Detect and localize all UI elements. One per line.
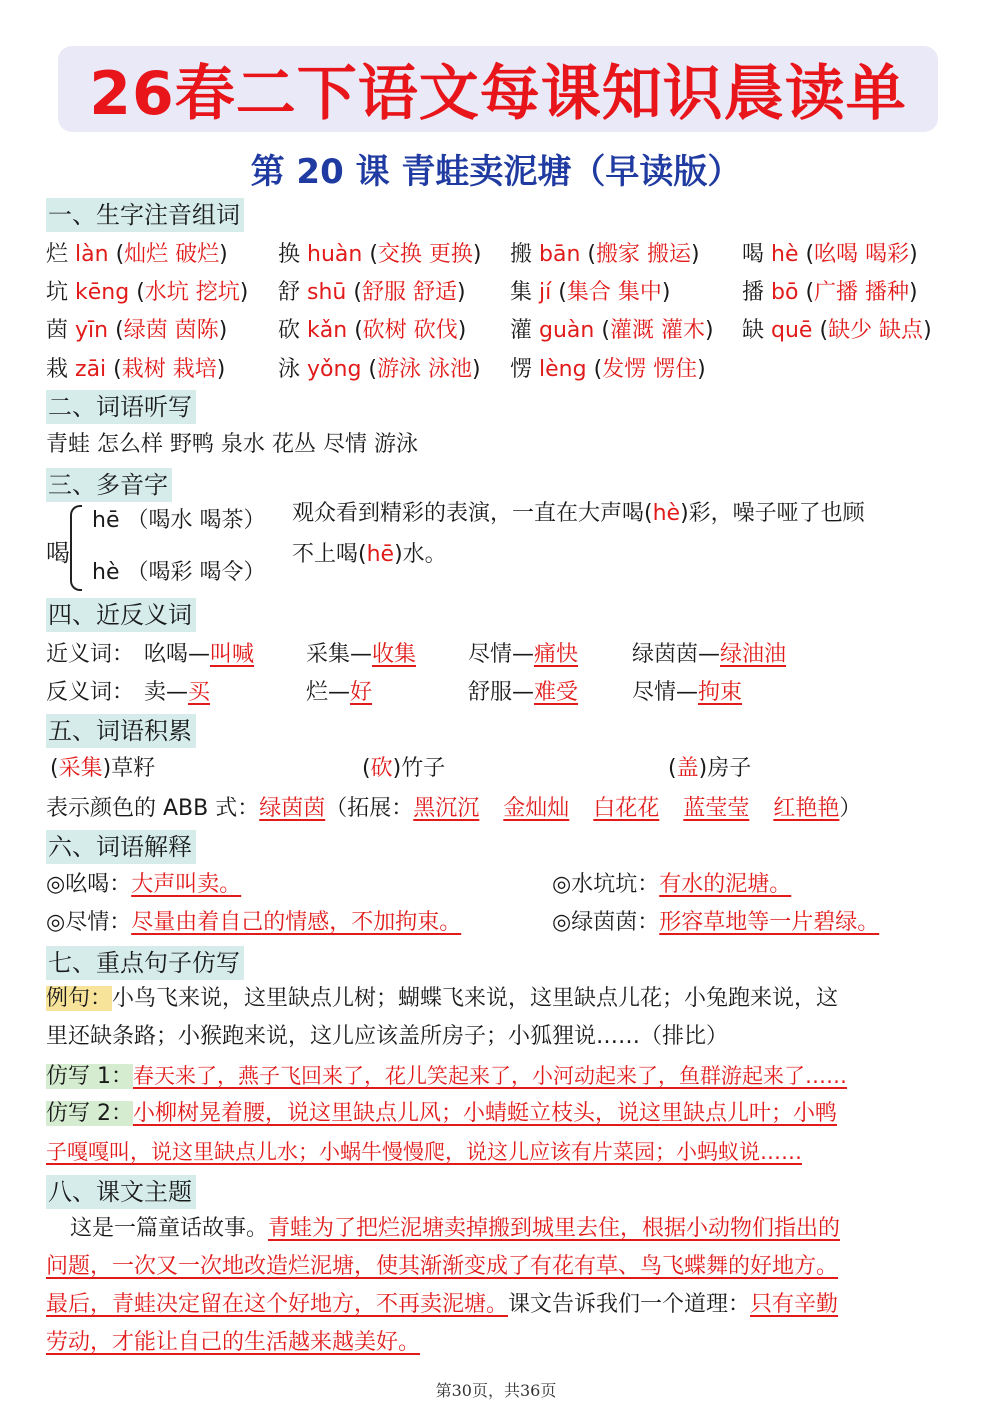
imitation-2-line-2	[46, 1137, 802, 1168]
character: 泳	[278, 357, 301, 382]
answer: 砍	[370, 756, 393, 781]
pinyin: bō	[771, 280, 799, 305]
definition-item	[552, 870, 791, 900]
pinyin: guàn	[539, 318, 595, 343]
theme-line-3	[46, 1290, 838, 1320]
character-entry	[278, 240, 482, 270]
answer: 采集	[58, 756, 103, 781]
answer: 痛快	[534, 642, 579, 667]
imitation-2-tag: 仿写 2：	[46, 1101, 133, 1126]
words: （喝彩 喝令）	[126, 560, 266, 585]
section-8-header: 八、课文主题	[46, 1175, 196, 1209]
pinyin: yǒng	[307, 357, 362, 382]
antonym-pair	[632, 678, 742, 708]
text: 子嘎嘎叫，说这里缺点儿水；小蜗牛慢慢爬，说这儿应该有片菜园；小蚂蚁说……	[46, 1140, 802, 1164]
text: 课文告诉我们一个道理：	[508, 1292, 751, 1317]
text: )彩，噪子哑了也顾	[680, 501, 865, 526]
polyphone-reading-2	[92, 558, 265, 588]
synonym-pair	[632, 640, 786, 670]
close-paren: ）	[839, 796, 862, 821]
answer: 叫喊	[210, 642, 255, 667]
text: )水。	[394, 542, 447, 567]
word-group: 水坑 挖坑	[144, 280, 240, 305]
imitation-2-line-1	[46, 1099, 837, 1129]
character: 播	[742, 280, 765, 305]
word-group: 砍树 砍伐	[362, 318, 458, 343]
word-group-wrap: (灿烂 破烂)	[115, 242, 228, 267]
word-group: 吆喝 喝彩	[814, 242, 910, 267]
theme-line-2	[46, 1252, 838, 1282]
word-group-wrap: (游泳 泳池)	[368, 357, 481, 382]
word: 绿茵茵—	[632, 642, 721, 667]
dictation-words: 青蛙 怎么样 野鸭 泉水 花丛 尽情 游泳	[46, 432, 418, 457]
antonym-pair	[144, 678, 210, 708]
character-entry	[510, 278, 670, 308]
word-group-wrap: (栽树 栽培)	[113, 357, 226, 382]
term: ◎绿茵茵：	[552, 910, 660, 935]
definition: 形容草地等一片碧绿。	[659, 910, 880, 935]
character-entry	[46, 355, 225, 385]
synonym-pair	[306, 640, 416, 670]
pinyin: lèng	[539, 357, 587, 382]
word-group-wrap: (交换 更换)	[369, 242, 482, 267]
character-entry	[46, 278, 248, 308]
abb-line	[46, 794, 861, 824]
character-entry	[742, 316, 932, 346]
pinyin: zāi	[75, 357, 107, 382]
word-group: 缺少 缺点	[828, 318, 924, 343]
character: 茵	[46, 318, 69, 343]
word-group: 交换 更换	[377, 242, 473, 267]
pinyin: quē	[771, 318, 813, 343]
section-7-header: 七、重点句子仿写	[46, 946, 244, 980]
character: 灌	[510, 318, 533, 343]
word: 吆喝—	[144, 642, 211, 667]
definition: 大声叫卖。	[131, 872, 242, 897]
example-tag: 例句：	[46, 986, 113, 1011]
word-group-wrap: (舒服 舒适)	[353, 280, 466, 305]
word-group-wrap: (水坑 挖坑)	[136, 280, 249, 305]
word-group-wrap: (发愣 愣住)	[593, 357, 706, 382]
text: 竹子	[401, 756, 446, 781]
answer: hē	[366, 542, 395, 567]
section-5-header: 五、词语积累	[46, 714, 196, 748]
pinyin: shū	[307, 280, 347, 305]
word: 卖—	[144, 680, 189, 705]
text: 草籽	[111, 756, 156, 781]
word-group-wrap: (广播 播种)	[805, 280, 918, 305]
abb-answer: 绿茵茵	[259, 796, 326, 821]
character: 换	[278, 242, 301, 267]
section-1-header: 一、生字注音组词	[46, 198, 244, 232]
section-3-header: 三、多音字	[46, 468, 172, 502]
pinyin: jí	[539, 280, 552, 305]
section-2-header: 二、词语听写	[46, 390, 196, 424]
word: 尽情—	[468, 642, 535, 667]
example-sentence-line-1	[46, 984, 838, 1014]
answer: hè	[652, 501, 681, 526]
pinyin: kēng	[75, 280, 130, 305]
polyphone-char: 喝	[46, 539, 70, 567]
answer: 绿油油	[720, 642, 787, 667]
definition: 尽量由着自己的情感，不加拘束。	[131, 910, 462, 935]
pinyin: làn	[75, 242, 109, 267]
word-group-wrap: (集合 集中)	[558, 280, 671, 305]
pinyin: huàn	[307, 242, 363, 267]
theme-line-1	[70, 1214, 840, 1244]
text: 劳动，才能让自己的生活越来越美好。	[46, 1330, 421, 1355]
fill-item: (砍)竹子	[362, 756, 446, 781]
word: 尽情—	[632, 680, 699, 705]
word-group: 灌溉 灌木	[609, 318, 705, 343]
answer: 收集	[372, 642, 417, 667]
definition-item	[46, 908, 461, 938]
definition-item	[552, 908, 879, 938]
character-entry	[510, 316, 714, 346]
synonym-label: 近义词：	[46, 642, 135, 667]
synonym-pair	[144, 640, 254, 670]
imitation-1-tag: 仿写 1：	[46, 1064, 133, 1089]
imitation-1	[46, 1061, 847, 1092]
pinyin: hè	[92, 560, 120, 585]
lesson-subtitle: 第 20 课 青蛙卖泥塘（早读版）	[250, 152, 742, 192]
text: 问题，一次又一次地改造烂泥塘，使其渐渐变成了有花有草、鸟飞蝶舞的好地方。	[46, 1254, 839, 1279]
abb-extension-word: 红艳艳	[773, 796, 840, 821]
pinyin: yīn	[75, 318, 109, 343]
word-group-wrap: (砍树 砍伐)	[354, 318, 467, 343]
character: 栽	[46, 357, 69, 382]
definition: 有水的泥塘。	[659, 872, 792, 897]
character: 缺	[742, 318, 765, 343]
example-sentence-line-2: 里还缺条路；小猴跑来说，这儿应该盖所房子；小狐狸说……（排比）	[46, 1024, 729, 1049]
word-group: 广播 播种	[814, 280, 910, 305]
pinyin: hè	[771, 242, 799, 267]
word: 舒服—	[468, 680, 535, 705]
word-group: 舒服 舒适	[361, 280, 457, 305]
theme-line-4	[46, 1328, 420, 1358]
text: 最后，青蛙决定留在这个好地方，不再卖泥塘。	[46, 1292, 509, 1317]
pinyin: kǎn	[307, 318, 348, 343]
abb-extension-word: 金灿灿	[503, 796, 570, 821]
character-entry	[278, 278, 466, 308]
word: 采集—	[306, 642, 373, 667]
abb-extension-word: 白花花	[593, 796, 660, 821]
text: 小柳树晃着腰，说这里缺点儿风；小蜻蜓立枝头，说这里缺点儿叶；小鸭	[133, 1101, 838, 1126]
character: 烂	[46, 242, 69, 267]
banner-title-part1: 26春二下语文	[89, 59, 480, 129]
word-group-wrap: (缺少 缺点)	[819, 318, 932, 343]
text: 只有辛勤	[750, 1292, 839, 1317]
character: 愣	[510, 357, 533, 382]
definition-item	[46, 870, 241, 900]
character: 坑	[46, 280, 69, 305]
abb-extension-list	[413, 796, 839, 821]
term: ◎尽情：	[46, 910, 132, 935]
character-entry	[510, 240, 700, 270]
polyphone-sentence-1	[292, 499, 865, 529]
term: ◎水坑坑：	[552, 872, 660, 897]
term: ◎吆喝：	[46, 872, 132, 897]
answer: 好	[350, 680, 373, 705]
text: 观众看到精彩的表演，一直在大声喝(	[292, 501, 653, 526]
text: 房子	[707, 756, 752, 781]
character-entry	[510, 355, 706, 385]
character-entry	[46, 240, 228, 270]
word-group: 绿茵 茵陈	[123, 318, 219, 343]
words: （喝水 喝茶）	[126, 508, 266, 533]
brace-icon	[70, 505, 82, 591]
title-banner	[58, 46, 938, 132]
banner-title-part2: 每课知识晨读单	[479, 59, 907, 129]
pinyin: bān	[539, 242, 581, 267]
character-entry	[742, 240, 918, 270]
abb-label: 表示颜色的 ABB 式：	[46, 796, 260, 821]
text: 不上喝(	[292, 542, 367, 567]
synonym-pair	[468, 640, 578, 670]
character-entry	[278, 316, 466, 346]
character: 舒	[278, 280, 301, 305]
polyphone-sentence-2	[292, 540, 447, 570]
character: 搬	[510, 242, 533, 267]
word-group-wrap: (搬家 搬运)	[587, 242, 700, 267]
polyphone-reading-1	[92, 506, 265, 536]
page-footer: 第30页，共36页	[435, 1381, 557, 1400]
antonym-pair	[306, 678, 372, 708]
word-group-wrap: (绿茵 茵陈)	[115, 318, 228, 343]
pinyin: hē	[92, 508, 120, 533]
imitation-1-text: 春天来了，燕子飞回来了，花儿笑起来了，小河动起来了，鱼群游起来了……	[133, 1064, 847, 1088]
character-entry	[46, 316, 227, 346]
abb-extension-word: 蓝莹莹	[683, 796, 750, 821]
character: 砍	[278, 318, 301, 343]
word-group: 游泳 泳池	[377, 357, 472, 382]
word-group: 发愣 愣住	[602, 357, 698, 382]
answer: 难受	[534, 680, 579, 705]
word-group: 栽树 栽培	[121, 357, 217, 382]
character: 喝	[742, 242, 765, 267]
section-6-header: 六、词语解释	[46, 830, 196, 864]
antonym-label: 反义词：	[46, 680, 135, 705]
character-entry	[278, 355, 481, 385]
answer: 盖	[676, 756, 699, 781]
text: 这是一篇童话故事。	[70, 1216, 269, 1241]
section-4-header: 四、近反义词	[46, 598, 196, 632]
answer: 拘束	[698, 680, 743, 705]
character: 集	[510, 280, 533, 305]
fill-item: (盖)房子	[668, 756, 752, 781]
text: 小鸟飞来说，这里缺点儿树；蝴蝶飞来说，这里缺点儿花；小兔跑来说，这	[112, 986, 839, 1011]
antonym-pair	[468, 678, 578, 708]
extension-label: （拓展：	[325, 796, 414, 821]
word-group-wrap: (灌溉 灌木)	[601, 318, 714, 343]
word-group: 搬家 搬运	[596, 242, 691, 267]
fill-item: (采集)草籽	[50, 756, 156, 781]
word-group: 集合 集中	[566, 280, 662, 305]
text: 青蛙为了把烂泥塘卖掉搬到城里去住，根据小动物们指出的	[268, 1216, 841, 1241]
word: 烂—	[306, 680, 351, 705]
character-entry	[742, 278, 918, 308]
word-group: 灿烂 破烂	[124, 242, 220, 267]
word-group-wrap: (吆喝 喝彩)	[805, 242, 918, 267]
answer: 买	[188, 680, 211, 705]
abb-extension-word: 黑沉沉	[413, 796, 480, 821]
